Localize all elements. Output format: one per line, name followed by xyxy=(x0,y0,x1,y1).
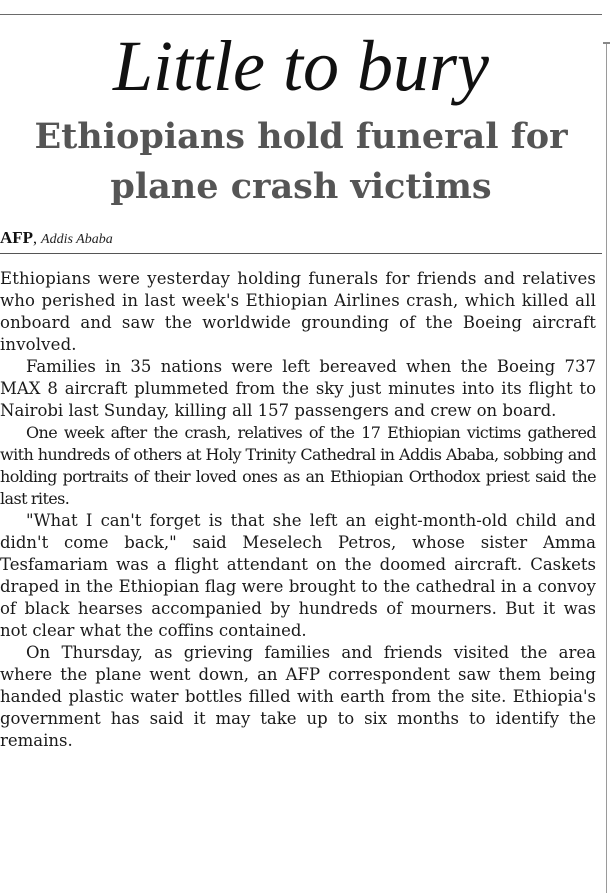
article-headline: Ethiopians hold funeral for plane crash victims xyxy=(34,116,568,207)
byline-location: Addis Ababa xyxy=(41,232,113,247)
column-rule xyxy=(606,44,607,893)
byline-rule xyxy=(0,253,602,254)
byline-separator: , xyxy=(33,230,38,247)
article-body xyxy=(0,268,596,752)
article-paragraph: Families in 35 nations were left bereaved when the Boeing 737 MAX 8 aircraft plummeted from the sky just minutes into its flight to Nairobi last Sunday, killing all 157 passengers and crew on board. xyxy=(0,357,596,420)
article-paragraph: "What I can't forget is that she left an eight-month-old child and didn't come back," said Meselech Petros, whose sister Amma Tesfamariam was a flight attendant on the doomed aircraft. Caskets draped in the Ethiopian flag were brought to the cathedral in a convoy of black hearses accompanied by hundreds of mourners. But it was not clear what the coffins contained. xyxy=(0,511,596,640)
byline-agency: AFP xyxy=(0,228,34,247)
article-kicker: Little to bury xyxy=(113,26,489,106)
column-rule-tick xyxy=(603,42,610,44)
article-paragraph: On Thursday, as grieving families and friends visited the area where the plane went down, an AFP correspondent saw them being handed plastic water bottles filled with earth from the site. Ethiopia's government has said it may take up to six months to identify the remains. xyxy=(0,643,596,750)
byline xyxy=(0,228,113,250)
article-paragraph: Ethiopians were yesterday holding funerals for friends and relatives who perished in last week's Ethiopian Airlines crash, which killed all onboard and saw the worldwide grounding of the Boeing aircraft involved. xyxy=(0,269,596,354)
article-paragraph: One week after the crash, relatives of the 17 Ethiopian victims gathered with hundreds of others at Holy Trinity Cathedral in Addis Ababa, sobbing and holding portraits of their loved ones as an Ethiopian Orthodox priest said the last rites. xyxy=(0,423,596,508)
top-rule xyxy=(0,14,602,15)
